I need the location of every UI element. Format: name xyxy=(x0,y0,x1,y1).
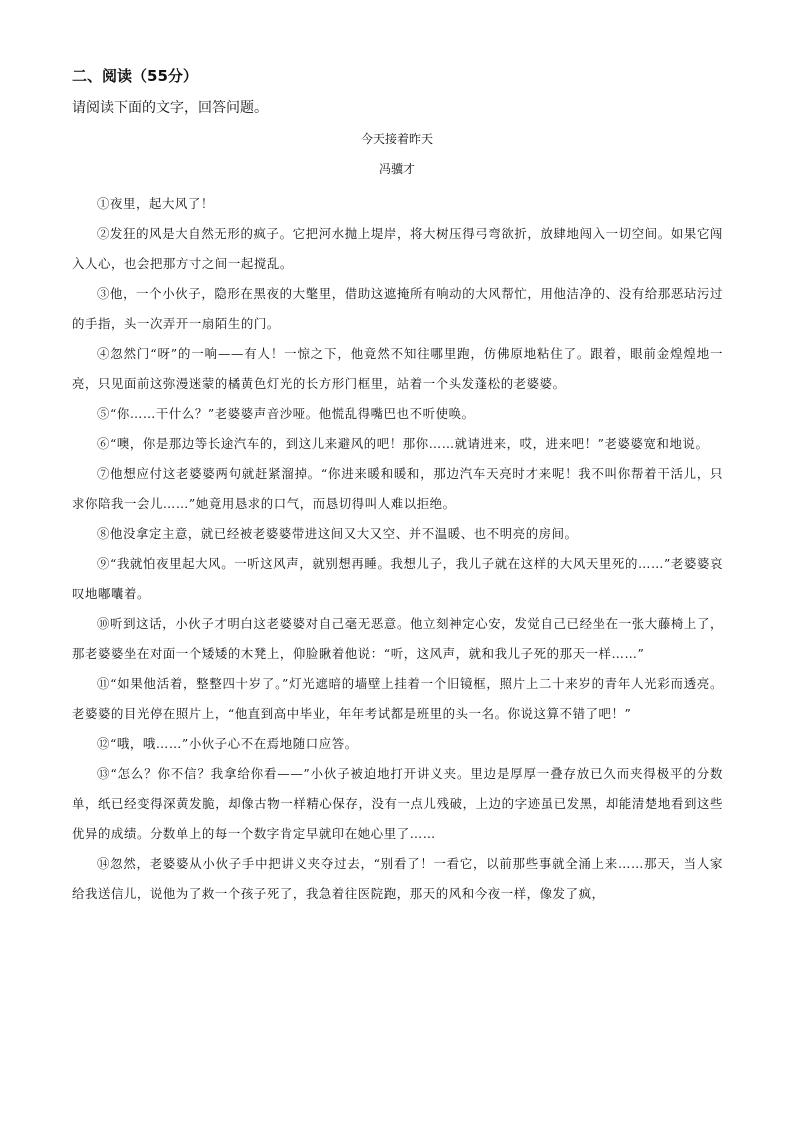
story-body xyxy=(72,189,723,909)
paragraph-7: ⑦他想应付这老婆婆两句就赶紧溜掉。“你进来暖和暖和，那边汽车天亮时才来呢！我不叫你帮着干活儿，只求你陪我一会儿……”她竟用恳求的口气，而恳切得叫人难以拒绝。 xyxy=(72,466,723,511)
paragraph-14: ⑭忽然，老婆婆从小伙子手中把讲义夹夺过去，“别看了！一看它，以前那些事就全涌上来……那天，当人家给我送信儿，说他为了救一个孩子死了，我急着往医院跑，那天的风和今夜一样，像发了疯， xyxy=(72,856,723,901)
section-heading: 二、阅读（55分） xyxy=(72,67,198,85)
paragraph-6: ⑥“噢，你是那边等长途汽车的，到这儿来避风的吧！那你……就请进来，哎，进来吧！”老婆婆宽和地说。 xyxy=(97,436,709,451)
paragraph-1: ①夜里，起大风了！ xyxy=(97,196,214,211)
paragraph-4: ④忽然门“呀”的一响——有人！一惊之下，他竟然不知往哪里跑，仿佛原地粘住了。跟着，眼前金煌煌地一亮，只见面前这弥漫迷蒙的橘黄色灯光的长方形门框里，站着一个头发蓬松的老婆婆。 xyxy=(72,346,723,391)
paragraph-8: ⑧他没拿定主意，就已经被老婆婆带进这间又大又空、并不温暖、也不明亮的房间。 xyxy=(97,526,578,541)
story-title: 今天接着昨天 xyxy=(360,132,433,146)
paragraph-9: ⑨“我就怕夜里起大风。一听这风声，就别想再睡。我想儿子，我儿子就在这样的大风天里死的……”老婆婆哀叹地嘟囔着。 xyxy=(72,556,723,601)
paragraph-2: ②发狂的风是大自然无形的疯子。它把河水抛上堤岸，将大树压得弓弯欲折，放肆地闯入一切空间。如果它闯入人心，也会把那方寸之间一起搅乱。 xyxy=(72,226,723,271)
paragraph-5: ⑤“你……干什么？”老婆婆声音沙哑。他慌乱得嘴巴也不听使唤。 xyxy=(97,406,475,421)
paragraph-13: ⑬“怎么？你不信？我拿给你看——”小伙子被迫地打开讲义夹。里边是厚厚一叠存放已久而夹得极平的分数单，纸已经变得深黄发脆，却像古物一样精心保存，没有一点儿残破，上边的字迹虽已发黑，却能清楚地看到这些优异的成绩。分数单上的每一个数字肯定早就印在她心里了…… xyxy=(72,766,723,841)
story-author: 冯骥才 xyxy=(378,162,415,176)
paragraph-12: ⑫“哦，哦……”小伙子心不在焉地随口应答。 xyxy=(97,736,358,751)
paragraph-11: ⑪“如果他活着，整整四十岁了。”灯光遮暗的墙壁上挂着一个旧镜框，照片上二十来岁的青年人光彩而透亮。老婆婆的目光停在照片上，“他直到高中毕业，年年考试都是班里的头一名。你说这算不错了吧！” xyxy=(72,676,723,721)
reading-instruction: 请阅读下面的文字，回答问题。 xyxy=(72,100,268,116)
paragraph-10: ⑩听到这话，小伙子才明白这老婆婆对自己毫无恶意。他立刻神定心安，发觉自己已经坐在一张大藤椅上了，那老婆婆坐在对面一个矮矮的木凳上，仰脸瞅着他说：“听，这风声，就和我儿子死的那天一样……” xyxy=(72,616,723,661)
paragraph-3: ③他，一个小伙子，隐形在黑夜的大氅里，借助这遮掩所有响动的大风帮忙，用他洁净的、没有给那恶玷污过的手指，头一次弄开一扇陌生的门。 xyxy=(72,286,723,331)
